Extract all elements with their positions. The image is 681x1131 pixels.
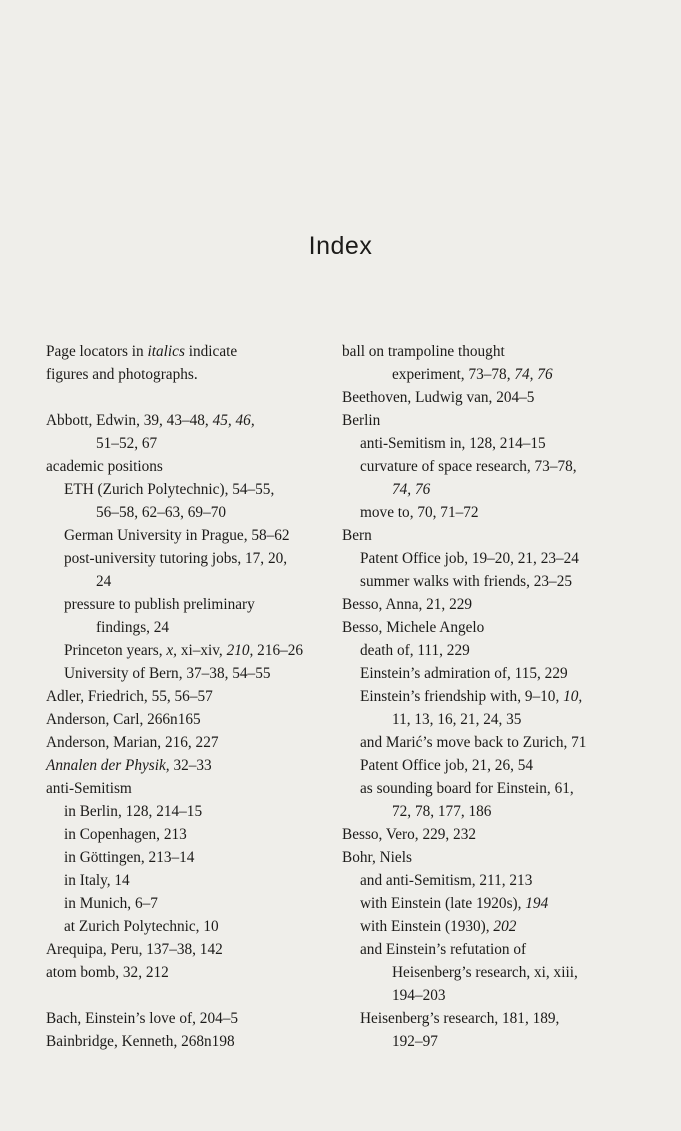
index-subentry: 24 [96, 573, 112, 590]
index-entry: Bern [342, 527, 372, 544]
index-subentry: in Göttingen, 213–14 [64, 849, 195, 866]
index-entry: Berlin [342, 412, 381, 429]
index-entry: Arequipa, Peru, 137–38, 142 [46, 941, 223, 958]
index-subentry: with Einstein (late 1920s), 194 [360, 895, 549, 912]
index-subentry: 74, 76 [392, 481, 431, 498]
index-subentry: death of, 111, 229 [360, 642, 470, 659]
italics-note: Page locators in italics indicate [46, 343, 238, 360]
index-entry: Anderson, Carl, 266n165 [46, 711, 201, 728]
index-subentry: Princeton years, x, xi–xiv, 210, 216–26 [64, 642, 304, 659]
index-subentry: post-university tutoring jobs, 17, 20, [64, 550, 288, 567]
index-subentry: 194–203 [392, 987, 446, 1004]
index-subentry: summer walks with friends, 23–25 [360, 573, 573, 590]
index-subentry: German University in Prague, 58–62 [64, 527, 290, 544]
index-subentry: 56–58, 62–63, 69–70 [96, 504, 227, 521]
index-column-left [46, 340, 331, 1053]
index-subentry: ETH (Zurich Polytechnic), 54–55, [64, 481, 275, 498]
index-subentry: Einstein’s admiration of, 115, 229 [360, 665, 568, 682]
italics-note-cont: figures and photographs. [46, 366, 198, 383]
index-entry: Besso, Vero, 229, 232 [342, 826, 476, 843]
index-subentry: in Copenhagen, 213 [64, 826, 187, 843]
index-subentry: move to, 70, 71–72 [360, 504, 479, 521]
index-entry: Annalen der Physik, 32–33 [46, 757, 212, 774]
index-entry: Besso, Michele Angelo [342, 619, 485, 636]
index-subentry: 192–97 [392, 1033, 438, 1050]
index-subentry: at Zurich Polytechnic, 10 [64, 918, 219, 935]
index-subentry: Einstein’s friendship with, 9–10, 10, [360, 688, 583, 705]
index-subentry: 51–52, 67 [96, 435, 158, 452]
index-subentry: and Marić’s move back to Zurich, 71 [360, 734, 587, 751]
index-entry: atom bomb, 32, 212 [46, 964, 169, 981]
index-entry: Adler, Friedrich, 55, 56–57 [46, 688, 213, 705]
index-subentry: University of Bern, 37–38, 54–55 [64, 665, 271, 682]
section-gap [46, 984, 331, 1007]
index-subentry: pressure to publish preliminary [64, 596, 255, 613]
index-entry: ball on trampoline thought [342, 343, 505, 360]
index-subentry: in Munich, 6–7 [64, 895, 158, 912]
index-entry: Abbott, Edwin, 39, 43–48, 45, 46, [46, 412, 255, 429]
index-subentry: experiment, 73–78, 74, 76 [392, 366, 553, 383]
index-subentry: in Italy, 14 [64, 872, 130, 889]
page-title: Index [308, 232, 373, 260]
index-entry: Bohr, Niels [342, 849, 412, 866]
index-subentry: 11, 13, 16, 21, 24, 35 [392, 711, 522, 728]
index-subentry: in Berlin, 128, 214–15 [64, 803, 203, 820]
index-subentry: Heisenberg’s research, xi, xiii, [392, 964, 578, 981]
index-entry: Beethoven, Ludwig van, 204–5 [342, 389, 535, 406]
index-entry: academic positions [46, 458, 163, 475]
index-subentry: 72, 78, 177, 186 [392, 803, 492, 820]
index-subentry: Patent Office job, 19–20, 21, 23–24 [360, 550, 579, 567]
index-subentry: and Einstein’s refutation of [360, 941, 527, 958]
index-subentry: as sounding board for Einstein, 61, [360, 780, 574, 797]
index-subentry: anti-Semitism in, 128, 214–15 [360, 435, 546, 452]
index-subentry: and anti-Semitism, 211, 213 [360, 872, 533, 889]
index-subentry: with Einstein (1930), 202 [360, 918, 517, 935]
index-subentry: Heisenberg’s research, 181, 189, [360, 1010, 560, 1027]
index-entry: anti-Semitism [46, 780, 132, 797]
index-subentry: curvature of space research, 73–78, [360, 458, 577, 475]
index-entry: Bach, Einstein’s love of, 204–5 [46, 1010, 239, 1027]
index-entry: Anderson, Marian, 216, 227 [46, 734, 219, 751]
index-column-right [342, 340, 642, 1053]
index-entry: Bainbridge, Kenneth, 268n198 [46, 1033, 235, 1050]
index-subentry: findings, 24 [96, 619, 170, 636]
index-subentry: Patent Office job, 21, 26, 54 [360, 757, 534, 774]
index-entry: Besso, Anna, 21, 229 [342, 596, 473, 613]
